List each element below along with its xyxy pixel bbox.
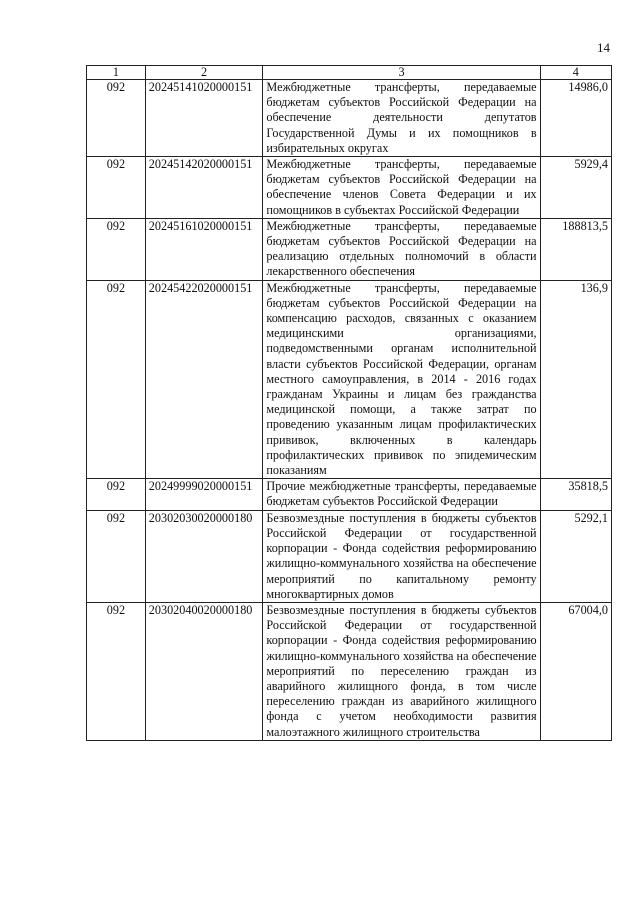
administrator-code: 092 (87, 218, 146, 280)
column-number-3: 3 (263, 66, 540, 80)
column-number-4: 4 (540, 66, 611, 80)
revenue-name: Межбюджетные трансферты, передаваемые бюджетам субъектов Российской Федерации на обеспечение деятельности депутатов Государственной Думы и их помощников в избирательных округах (263, 80, 540, 157)
amount: 188813,5 (540, 218, 611, 280)
amount: 35818,5 (540, 479, 611, 510)
table-row (87, 479, 612, 510)
table-row (87, 157, 612, 219)
revenue-name: Межбюджетные трансферты, передаваемые бюджетам субъектов Российской Федерации на компенсацию расходов, связанных с оказанием медицинскими организациями, подведомственными органам исполнительной власти субъектов Российской Федерации, органам местного самоуправления, в 2014 - 2016 годах гражданам Украины и лицам без гражданства медицинской помощи, а также затрат по проведению указанным лицам профилактических прививок, включенных в календарь профилактических прививок по эпидемическим показаниям (263, 280, 540, 479)
amount: 5929,4 (540, 157, 611, 219)
revenue-name: Безвозмездные поступления в бюджеты субъектов Российской Федерации от государственной корпорации - Фонда содействия реформированию жилищно-коммунального хозяйства на обеспечение мероприятий по капитальному ремонту многоквартирных домов (263, 510, 540, 602)
table-row (87, 280, 612, 479)
table-row (87, 80, 612, 157)
revenue-code: 20245142020000151 (145, 157, 263, 219)
revenue-name: Межбюджетные трансферты, передаваемые бюджетам субъектов Российской Федерации на реализацию отдельных полномочий в области лекарственного обеспечения (263, 218, 540, 280)
revenue-name: Безвозмездные поступления в бюджеты субъектов Российской Федерации от государственной корпорации - Фонда содействия реформированию жилищно-коммунального хозяйства на обеспечение мероприятий по переселению граждан из аварийного жилищного фонда, в том числе переселению граждан из аварийного жилищного фонда с учетом необходимости развития малоэтажного жилищного строительства (263, 602, 540, 740)
budget-revenue-table (86, 65, 612, 741)
column-number-2: 2 (145, 66, 263, 80)
table-row (87, 218, 612, 280)
page-number: 14 (597, 40, 610, 55)
revenue-code: 20302040020000180 (145, 602, 263, 740)
revenue-code: 20302030020000180 (145, 510, 263, 602)
table-header-row (87, 66, 612, 80)
administrator-code: 092 (87, 479, 146, 510)
revenue-name: Межбюджетные трансферты, передаваемые бюджетам субъектов Российской Федерации на обеспечение членов Совета Федерации и их помощников в субъектах Российской Федерации (263, 157, 540, 219)
administrator-code: 092 (87, 157, 146, 219)
revenue-code: 20245161020000151 (145, 218, 263, 280)
amount: 67004,0 (540, 602, 611, 740)
revenue-name: Прочие межбюджетные трансферты, передаваемые бюджетам субъектов Российской Федерации (263, 479, 540, 510)
table-row (87, 602, 612, 740)
administrator-code: 092 (87, 510, 146, 602)
revenue-code: 20245422020000151 (145, 280, 263, 479)
administrator-code: 092 (87, 280, 146, 479)
administrator-code: 092 (87, 602, 146, 740)
column-number-1: 1 (87, 66, 146, 80)
table-row (87, 510, 612, 602)
administrator-code: 092 (87, 80, 146, 157)
amount: 5292,1 (540, 510, 611, 602)
revenue-code: 20249999020000151 (145, 479, 263, 510)
amount: 136,9 (540, 280, 611, 479)
revenue-code: 20245141020000151 (145, 80, 263, 157)
amount: 14986,0 (540, 80, 611, 157)
